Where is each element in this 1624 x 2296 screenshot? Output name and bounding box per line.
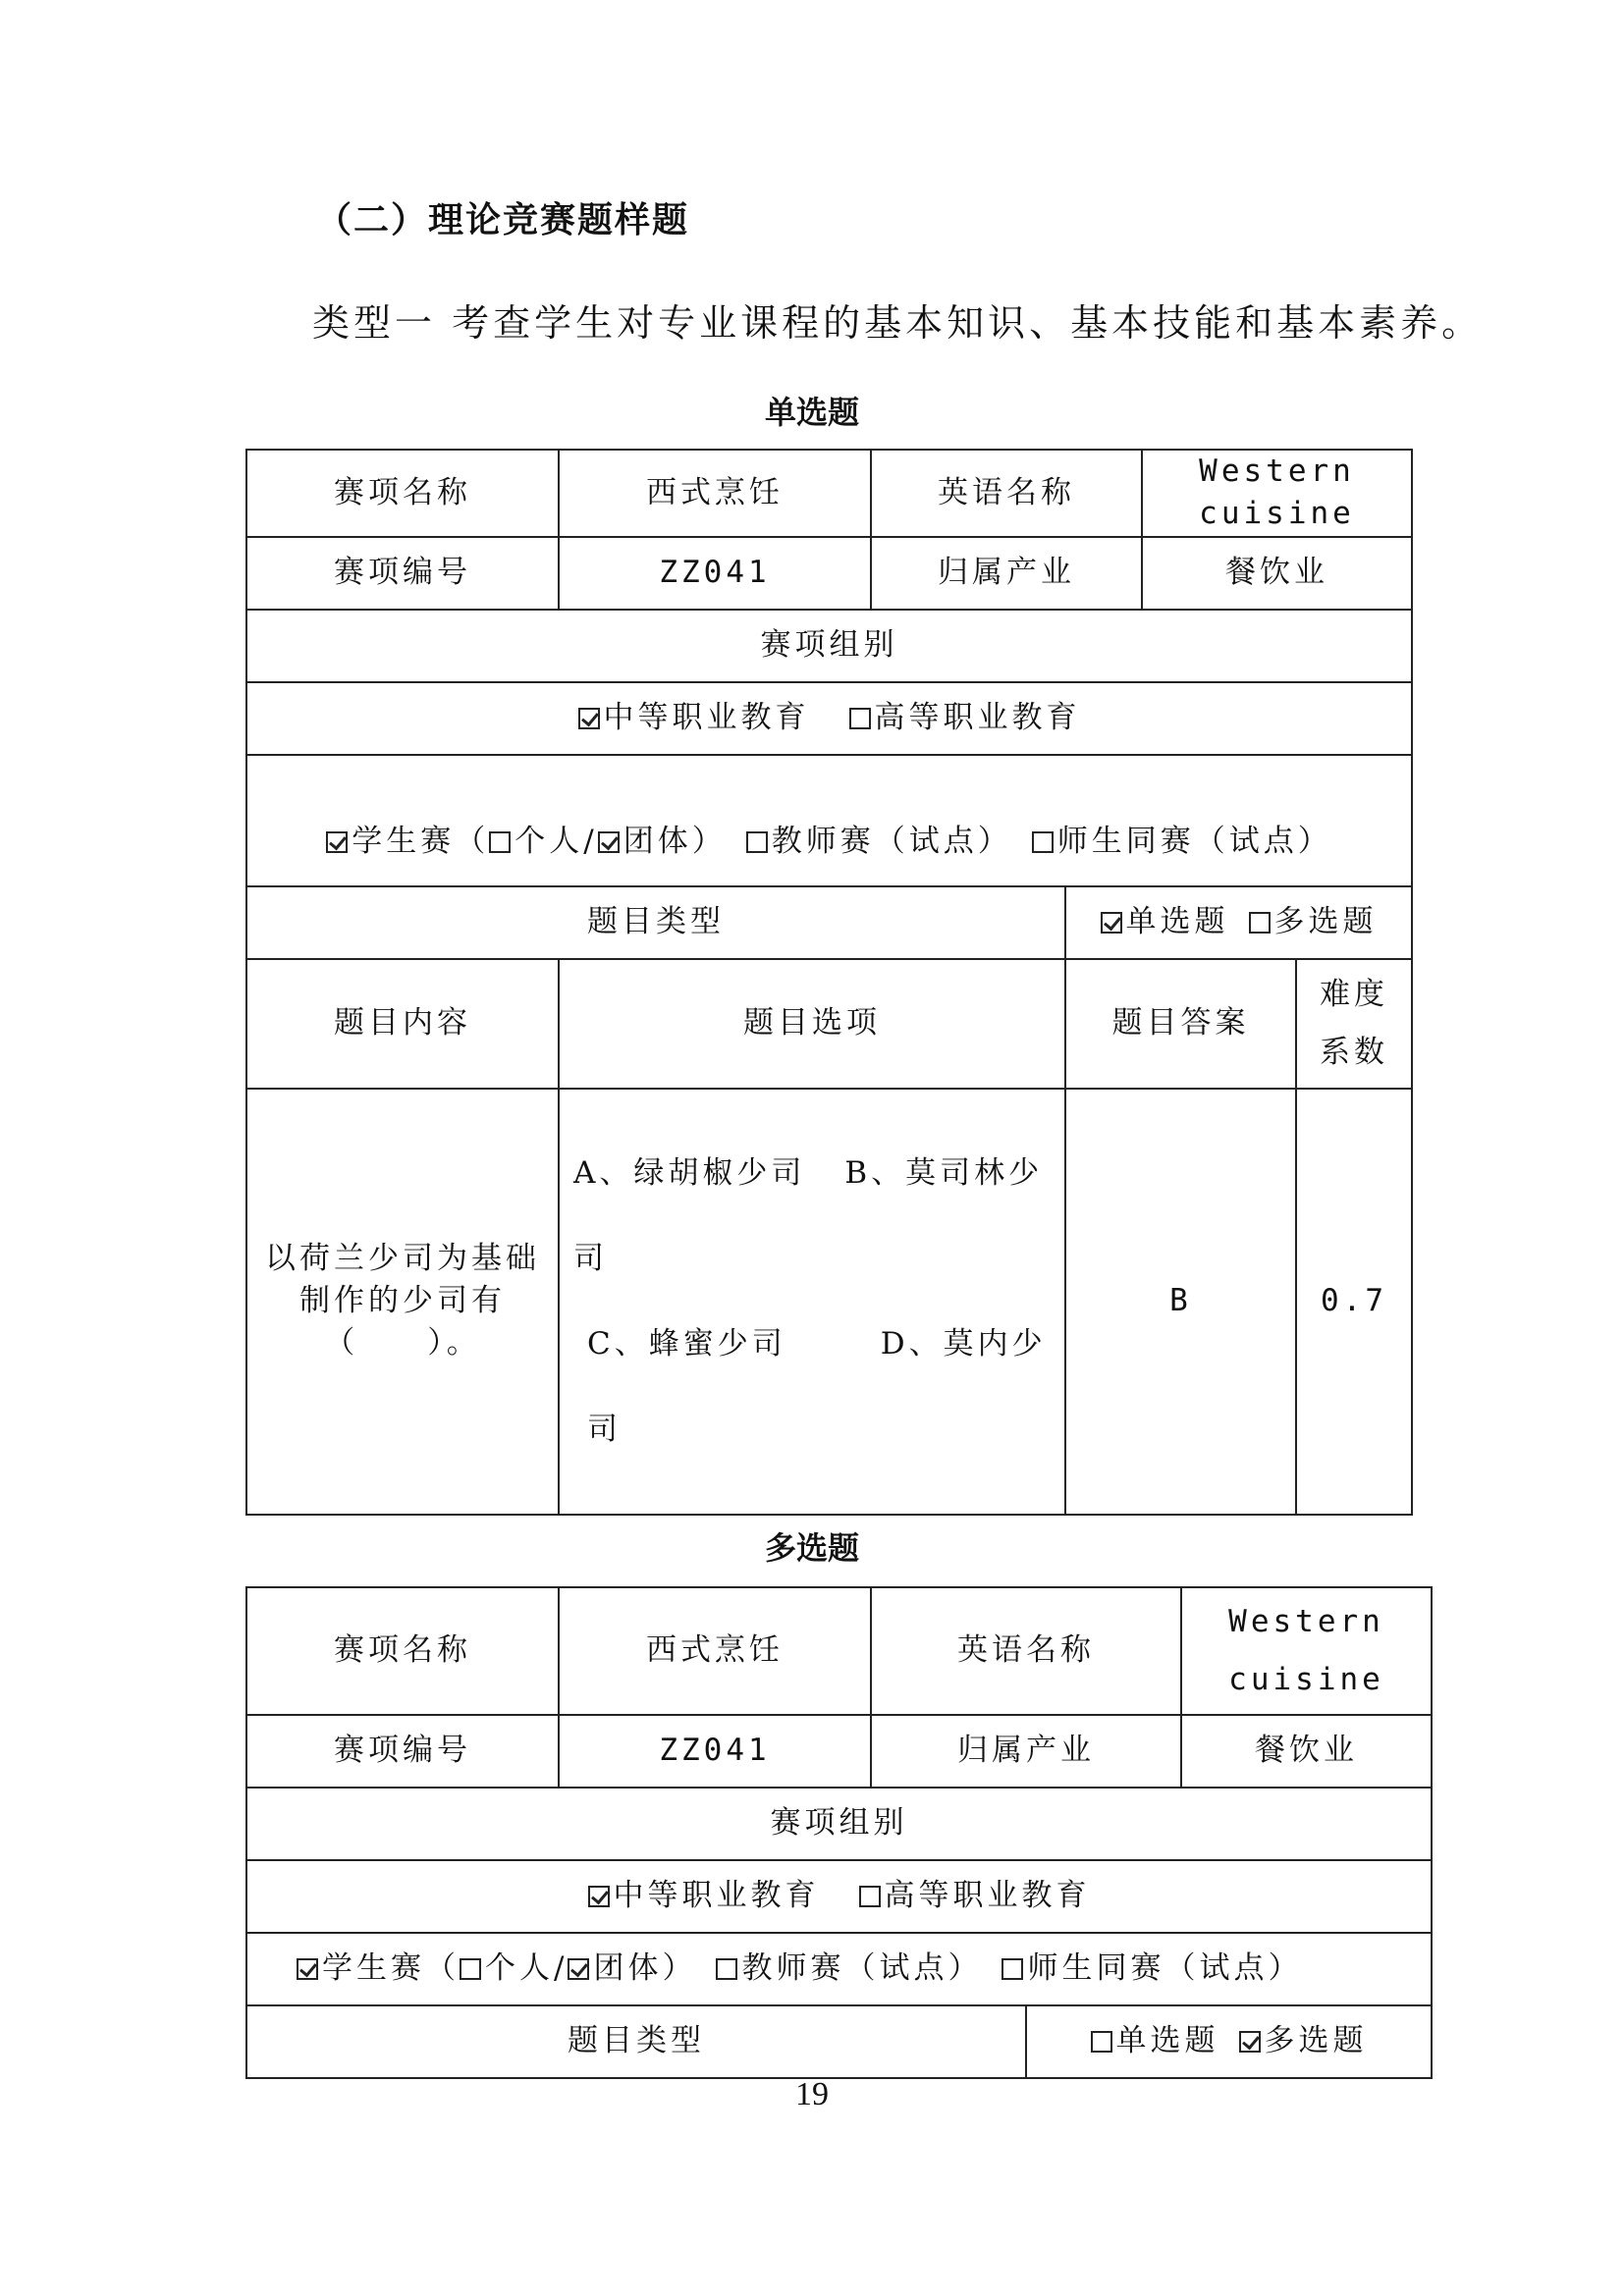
level-higher-label: 高等职业教育 bbox=[874, 700, 1081, 736]
difficulty-header-line-1: 难度 bbox=[1320, 976, 1388, 1012]
individual-label: 个人/ bbox=[485, 1950, 568, 1987]
level-higher-label: 高等职业教育 bbox=[884, 1878, 1091, 1914]
question-type-options bbox=[1065, 886, 1412, 959]
checkbox-checked-icon[interactable] bbox=[568, 1958, 589, 1980]
checkbox-checked-icon[interactable] bbox=[598, 831, 620, 853]
name-value: 西式烹饪 bbox=[559, 1587, 871, 1715]
option-a: A、绿胡椒少司 bbox=[573, 1155, 806, 1192]
page-number: 19 bbox=[795, 2076, 829, 2112]
checkbox-checked-icon[interactable] bbox=[1101, 912, 1122, 934]
question-line-1: 以荷兰少司为基础 bbox=[265, 1240, 540, 1276]
teacher-student-label: 师生同赛（试点） bbox=[1027, 1950, 1303, 1987]
question-type-options bbox=[1026, 2005, 1432, 2078]
multi-choice-option: 多选题 bbox=[1273, 904, 1378, 940]
english-name-line-2: cuisine bbox=[1228, 1662, 1384, 1697]
answer-value: B bbox=[1065, 1089, 1296, 1515]
checkbox-checked-icon[interactable] bbox=[578, 708, 600, 729]
single-choice-table bbox=[245, 449, 1413, 1516]
checkbox-empty-icon[interactable] bbox=[859, 1886, 881, 1907]
intro-text: 类型一 考查学生对专业课程的基本知识、基本技能和基本素养。 bbox=[312, 301, 1484, 345]
english-name-line-1: Western bbox=[1228, 1604, 1384, 1640]
checkbox-empty-icon[interactable] bbox=[1249, 912, 1271, 934]
checkbox-empty-icon[interactable] bbox=[1091, 2031, 1112, 2053]
options-header: 题目选项 bbox=[559, 959, 1065, 1089]
option-b: B、莫司林少司 bbox=[573, 1155, 1044, 1276]
difficulty-value: 0.7 bbox=[1296, 1089, 1412, 1515]
checkbox-checked-icon[interactable] bbox=[326, 831, 348, 853]
english-name-value bbox=[1181, 1587, 1432, 1715]
industry-label: 归属产业 bbox=[871, 1715, 1181, 1788]
checkbox-empty-icon[interactable] bbox=[460, 1958, 481, 1980]
contest-type-row bbox=[246, 755, 1412, 886]
level-secondary-label: 中等职业教育 bbox=[603, 700, 810, 736]
code-label: 赛项编号 bbox=[246, 537, 559, 610]
english-name-label: 英语名称 bbox=[871, 450, 1142, 537]
difficulty-header bbox=[1296, 959, 1412, 1089]
checkbox-empty-icon[interactable] bbox=[849, 708, 871, 729]
section-heading: （二）理论竞赛题样题 bbox=[316, 200, 690, 240]
teacher-label: 教师赛（试点） bbox=[771, 824, 1012, 860]
student-label: 学生赛（ bbox=[322, 1950, 460, 1987]
name-value: 西式烹饪 bbox=[559, 450, 871, 537]
question-type-label: 题目类型 bbox=[246, 886, 1065, 959]
question-content bbox=[246, 1089, 559, 1515]
industry-value: 餐饮业 bbox=[1142, 537, 1412, 610]
level-row bbox=[246, 682, 1412, 755]
student-label: 学生赛（ bbox=[352, 824, 490, 860]
checkbox-empty-icon[interactable] bbox=[1032, 831, 1054, 853]
code-label: 赛项编号 bbox=[246, 1715, 559, 1788]
name-label: 赛项名称 bbox=[246, 450, 559, 537]
content-header: 题目内容 bbox=[246, 959, 559, 1089]
checkbox-checked-icon[interactable] bbox=[1239, 2031, 1261, 2053]
code-value: ZZ041 bbox=[559, 537, 871, 610]
checkbox-checked-icon[interactable] bbox=[297, 1958, 318, 1980]
group-label: 赛项组别 bbox=[246, 1788, 1432, 1860]
multi-choice-table bbox=[245, 1586, 1433, 2079]
teacher-student-label: 师生同赛（试点） bbox=[1056, 824, 1332, 860]
code-value: ZZ041 bbox=[559, 1715, 871, 1788]
industry-value: 餐饮业 bbox=[1181, 1715, 1432, 1788]
team-label: 团体） bbox=[623, 824, 727, 860]
team-label: 团体） bbox=[593, 1950, 697, 1987]
contest-type-row bbox=[246, 1933, 1432, 2005]
option-d: D、莫内少司 bbox=[587, 1325, 1047, 1447]
group-label: 赛项组别 bbox=[246, 610, 1412, 682]
english-name-value: Western cuisine bbox=[1142, 450, 1412, 537]
checkbox-empty-icon[interactable] bbox=[746, 831, 768, 853]
checkbox-checked-icon[interactable] bbox=[588, 1886, 610, 1907]
question-line-2: 制作的少司有 bbox=[299, 1283, 506, 1319]
industry-label: 归属产业 bbox=[871, 537, 1142, 610]
checkbox-empty-icon[interactable] bbox=[489, 831, 511, 853]
question-options bbox=[559, 1089, 1065, 1515]
answer-header: 题目答案 bbox=[1065, 959, 1296, 1089]
checkbox-empty-icon[interactable] bbox=[716, 1958, 737, 1980]
question-line-3: （ ）。 bbox=[324, 1325, 481, 1362]
checkbox-empty-icon[interactable] bbox=[1001, 1958, 1023, 1980]
level-secondary-label: 中等职业教育 bbox=[613, 1878, 820, 1914]
question-type-label: 题目类型 bbox=[246, 2005, 1026, 2078]
english-name-label: 英语名称 bbox=[871, 1587, 1181, 1715]
difficulty-header-line-2: 系数 bbox=[1320, 1034, 1388, 1070]
option-c: C、蜂蜜少司 bbox=[587, 1325, 786, 1362]
name-label: 赛项名称 bbox=[246, 1587, 559, 1715]
single-choice-option: 单选题 bbox=[1115, 2023, 1219, 2059]
single-choice-title: 单选题 bbox=[764, 394, 859, 431]
level-row bbox=[246, 1860, 1432, 1933]
teacher-label: 教师赛（试点） bbox=[741, 1950, 983, 1987]
multi-choice-option: 多选题 bbox=[1264, 2023, 1368, 2059]
individual-label: 个人/ bbox=[514, 824, 598, 860]
multi-choice-title: 多选题 bbox=[764, 1529, 859, 1567]
single-choice-option: 单选题 bbox=[1125, 904, 1229, 940]
